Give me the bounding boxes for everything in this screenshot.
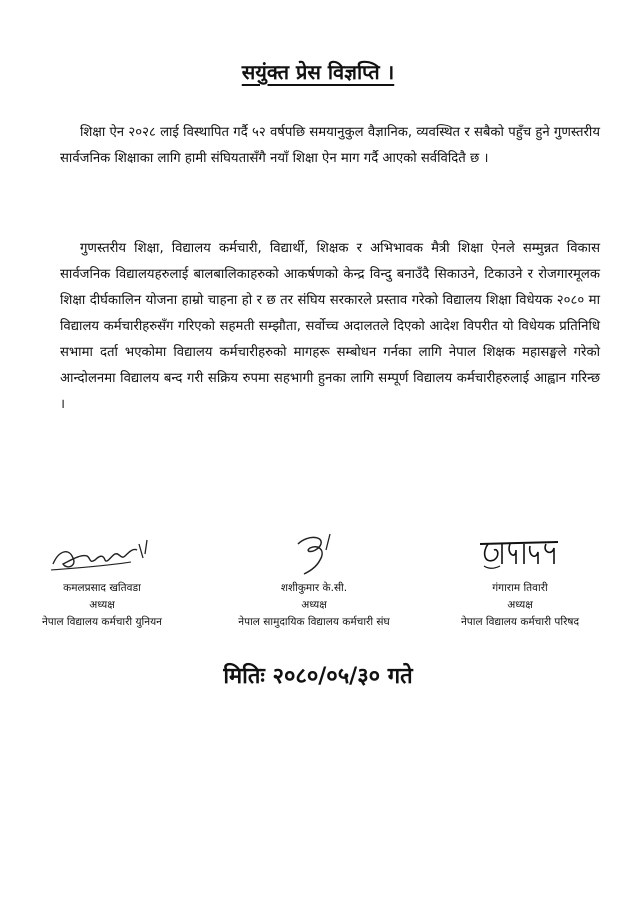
signatory-2: [214, 530, 414, 631]
paragraph-2: गुणस्तरीय शिक्षा, विद्यालय कर्मचारी, विद्यार्थी, शिक्षक र अभिभावक मैत्री शिक्षा ऐनले सम्मुन्नत विकास सार्वजनिक विद्यालयहरुलाई बालबालिकाहरुको आकर्षणको केन्द्र विन्दु बनाउँदै सिकाउने, टिकाउने र रोजगारमूलक शिक्षा दीर्घकालिन योजना हाम्रो चाहना हो र छ तर संघिय सरकारले प्रस्ताव गरेको विद्यालय शिक्षा विधेयक २०८० मा विद्यालय कर्मचारीहरुसँग गरिएको सहमती सम्झौता, सर्वोच्च अदालतले दिएको आदेश विपरीत यो विधेयक प्रतिनिधि सभामा दर्ता भएकोमा विद्यालय कर्मचारीहरुको मागहरू सम्बोधन गर्नका लागि नेपाल शिक्षक महासङ्घले गरेको आन्दोलनमा विद्यालय बन्द गरी सक्रिय रुपमा सहभागी हुनका लागि सम्पूर्ण विद्यालय कर्मचारीहरुलाई आह्वान गरिन्छ ।: [60, 241, 600, 412]
document-title: [0, 58, 636, 85]
signatory-3: [420, 530, 620, 631]
signature-1-image: [47, 530, 157, 576]
signatory-3-name: गंगाराम तिवारी: [492, 582, 548, 594]
signatory-2-role: अध्यक्ष: [301, 599, 327, 611]
signatory-1: [2, 530, 202, 631]
signatory-2-org: नेपाल सामुदायिक विद्यालय कर्मचारी संघ: [238, 616, 390, 628]
signatory-1-name: कमलप्रसाद खतिवडा: [63, 582, 141, 594]
signature-3-image: [470, 530, 570, 576]
signatory-1-org: नेपाल विद्यालय कर्मचारी युनियन: [41, 616, 163, 628]
document-title-text: सयुंक्त प्रेस विज्ञप्ति ।: [241, 60, 395, 84]
signatory-1-role: अध्यक्ष: [89, 599, 115, 611]
signatory-3-role: अध्यक्ष: [507, 599, 533, 611]
signatory-3-org: नेपाल विद्यालय कर्मचारी परिषद: [460, 616, 580, 628]
signatory-2-name: शशीकुमार के.सी.: [280, 582, 348, 594]
signature-2-image: [274, 530, 354, 576]
document-date: मितिः २०८०/०५/३० गते: [223, 664, 413, 689]
paragraph-1: शिक्षा ऐन २०२८ लाई विस्थापित गर्दै ५२ वर्षपछि समयानुकुल वैज्ञानिक, व्यवस्थित र सबैको पहुँच हुने गुणस्तरीय सार्वजनिक शिक्षाका लागि हामी संघियतासँगै नयाँ शिक्षा ऐन माग गर्दै आएको सर्वविदितै छ ।: [60, 125, 600, 166]
